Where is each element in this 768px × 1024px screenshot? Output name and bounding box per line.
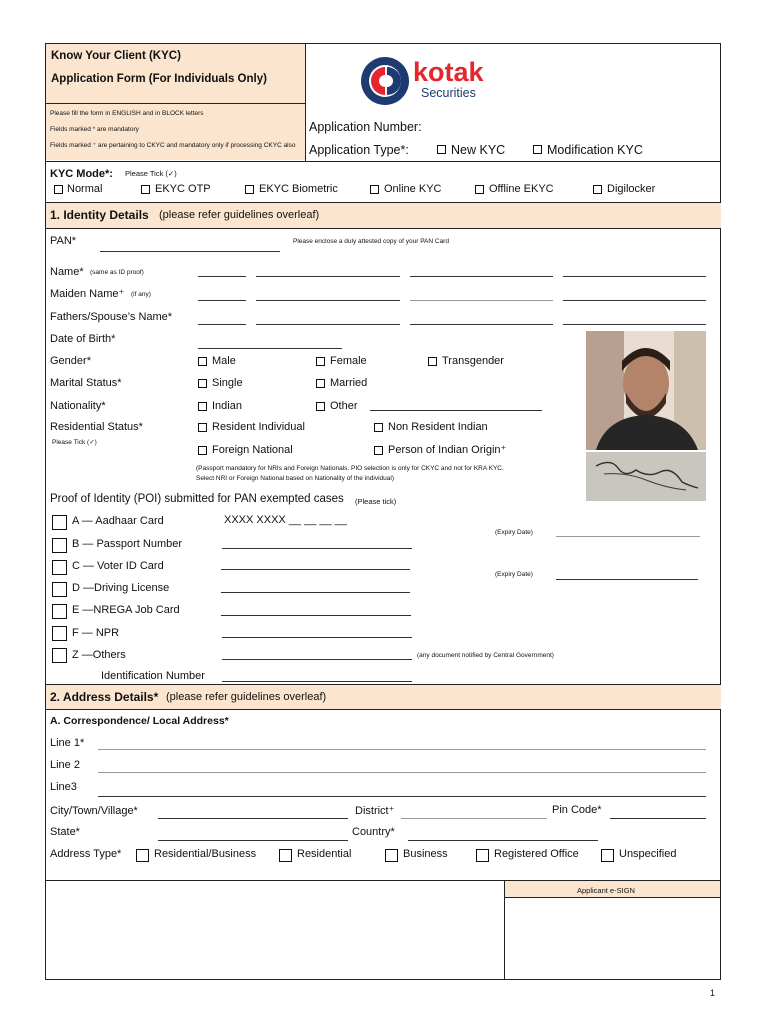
poi-npr-label: F — NPR	[72, 627, 120, 639]
poi-aadhaar-label: A — Aadhaar Card	[72, 515, 164, 527]
poi-voter-id-label: C — Voter ID Card	[72, 560, 164, 572]
gender-transgender-label: Transgender	[442, 355, 504, 367]
pan-field[interactable]	[100, 251, 280, 252]
marital-married-checkbox[interactable]	[316, 379, 325, 388]
state-field[interactable]	[158, 840, 348, 841]
form-subtitle: Application Form (For Individuals Only)	[51, 73, 267, 85]
kyc-mode-ekyc-biometric-label: EKYC Biometric	[259, 183, 338, 195]
non-resident-indian-checkbox[interactable]	[374, 423, 383, 432]
application-number-label: Application Number:	[309, 120, 422, 134]
kyc-mode-digilocker-checkbox[interactable]	[593, 185, 602, 194]
address-type-registered-office-checkbox[interactable]	[476, 849, 489, 862]
passport-note-1: (Passport mandatory for NRIs and Foreign Nationals. PIO selection is only for CKYC and not for KRA KYC.	[196, 465, 504, 472]
marital-status-label: Marital Status*	[50, 377, 122, 389]
kyc-mode-hint: Please Tick (✓)	[125, 169, 177, 178]
passport-expiry-label: (Expiry Date)	[495, 529, 533, 536]
marital-single-label: Single	[212, 377, 243, 389]
kyc-mode-ekyc-biometric-checkbox[interactable]	[245, 185, 254, 194]
kyc-mode-label: KYC Mode*:	[50, 168, 113, 180]
gender-label: Gender*	[50, 355, 91, 367]
others-note: (any document notified by Central Government)	[417, 652, 554, 659]
country-label: Country*	[352, 826, 395, 838]
section2-subtitle: (please refer guidelines overleaf)	[166, 691, 327, 703]
father-spouse-label: Fathers/Spouse’s Name*	[50, 311, 173, 323]
esign-label: Applicant e-SIGN	[577, 886, 635, 895]
address-type-business-label: Business	[403, 848, 448, 860]
pan-label: PAN*	[50, 235, 77, 247]
non-resident-indian-label: Non Resident Indian	[388, 421, 488, 433]
address-type-business-checkbox[interactable]	[385, 849, 398, 862]
father-first-field[interactable]	[256, 324, 400, 325]
page-number: 1	[710, 988, 716, 998]
foreign-national-checkbox[interactable]	[198, 446, 207, 455]
name-last-field[interactable]	[563, 276, 706, 277]
dl-expiry-label: (Expiry Date)	[495, 571, 533, 578]
marital-single-checkbox[interactable]	[198, 379, 207, 388]
kyc-mode-online-kyc-label: Online KYC	[384, 183, 442, 195]
address-type-residential-business-checkbox[interactable]	[136, 849, 149, 862]
address-type-unspecified-label: Unspecified	[619, 848, 677, 860]
kyc-mode-digilocker-label: Digilocker	[607, 183, 656, 195]
line3-label: Line3	[50, 781, 77, 793]
nationality-other-label: Other	[330, 400, 358, 412]
name-title-field[interactable]	[198, 276, 246, 277]
kyc-mode-ekyc-otp-label: EKYC OTP	[155, 183, 211, 195]
pin-code-label: Pin Code*	[552, 804, 602, 816]
address-type-residential-checkbox[interactable]	[279, 849, 292, 862]
poi-nrega-label: E —NREGA Job Card	[72, 604, 180, 616]
pan-note: Please enclose a duly attested copy of your PAN Card	[293, 238, 449, 245]
dl-expiry-field[interactable]	[556, 579, 698, 580]
dob-field[interactable]	[198, 348, 342, 349]
logo-sub: Securities	[421, 86, 476, 100]
name-label: Name*	[50, 266, 84, 278]
maiden-title-field[interactable]	[198, 300, 246, 301]
applicant-photo	[586, 331, 706, 450]
new-kyc-checkbox[interactable]	[437, 145, 446, 154]
resident-individual-label: Resident Individual	[212, 421, 305, 433]
resident-individual-checkbox[interactable]	[198, 423, 207, 432]
passport-number-field[interactable]	[222, 548, 412, 549]
nationality-other-checkbox[interactable]	[316, 402, 325, 411]
logo-brand: kotak	[413, 57, 484, 87]
line1-label: Line 1*	[50, 737, 85, 749]
nrega-field[interactable]	[221, 615, 411, 616]
others-field[interactable]	[222, 659, 412, 660]
poi-npr-checkbox[interactable]	[52, 626, 67, 641]
applicant-signature-image	[586, 452, 706, 501]
poi-voter-id-checkbox[interactable]	[52, 560, 67, 575]
pio-label: Person of Indian Origin⁺	[388, 444, 507, 456]
gender-male-label: Male	[212, 355, 236, 367]
correspondence-label: A. Correspondence/ Local Address*	[50, 715, 229, 727]
nationality-indian-checkbox[interactable]	[198, 402, 207, 411]
city-field[interactable]	[158, 818, 348, 819]
kyc-mode-online-kyc-checkbox[interactable]	[370, 185, 379, 194]
poi-nrega-checkbox[interactable]	[52, 604, 67, 619]
foreign-national-label: Foreign National	[212, 444, 293, 456]
section1-title: 1. Identity Details	[50, 208, 149, 222]
name-first-field[interactable]	[256, 276, 400, 277]
kotak-logo-icon	[360, 56, 410, 106]
poi-driving-license-label: D —Driving License	[72, 582, 170, 594]
gender-female-label: Female	[330, 355, 367, 367]
section1-subtitle: (please refer guidelines overleaf)	[159, 209, 320, 221]
name-middle-field[interactable]	[410, 276, 553, 277]
note-2: Fields marked * are mandatory	[50, 126, 139, 133]
maiden-first-field[interactable]	[256, 300, 400, 301]
form-title: Know Your Client (KYC)	[51, 50, 181, 62]
driving-license-field[interactable]	[221, 592, 410, 593]
poi-passport-label: B — Passport Number	[72, 538, 183, 550]
residential-status-hint: Please Tick (✓)	[52, 439, 97, 446]
passport-note-2: Select NRI or Foreign National based on Nationality of the individual)	[196, 475, 394, 482]
name-hint: (same as ID proof)	[90, 269, 144, 276]
passport-expiry-field[interactable]	[556, 536, 700, 537]
pio-checkbox[interactable]	[374, 446, 383, 455]
nationality-indian-label: Indian	[212, 400, 242, 412]
address-line1-field[interactable]	[98, 749, 706, 750]
kyc-mode-normal-label: Normal	[67, 183, 103, 195]
district-field[interactable]	[401, 818, 547, 819]
kyc-mode-offline-ekyc-label: Offline EKYC	[489, 183, 554, 195]
father-middle-field[interactable]	[410, 324, 553, 325]
poi-driving-license-checkbox[interactable]	[52, 582, 67, 597]
nationality-label: Nationality*	[50, 400, 106, 412]
new-kyc-label: New KYC	[451, 143, 506, 157]
father-title-field[interactable]	[198, 324, 246, 325]
maiden-middle-field[interactable]	[410, 300, 553, 301]
pin-code-field[interactable]	[610, 818, 706, 819]
gender-transgender-checkbox[interactable]	[428, 357, 437, 366]
address-type-residential-label: Residential	[297, 848, 352, 860]
address-line3-field[interactable]	[98, 796, 706, 797]
marital-married-label: Married	[330, 377, 368, 389]
kyc-mode-ekyc-otp-checkbox[interactable]	[141, 185, 150, 194]
nationality-other-field[interactable]	[370, 410, 542, 411]
state-label: State*	[50, 826, 80, 838]
address-type-residential-business-label: Residential/Business	[154, 848, 257, 860]
section2-title: 2. Address Details*	[50, 690, 159, 704]
address-line2-field[interactable]	[98, 772, 706, 773]
city-label: City/Town/Village*	[50, 805, 138, 817]
district-label: District⁺	[355, 805, 395, 817]
address-type-unspecified-checkbox[interactable]	[601, 849, 614, 862]
kyc-mode-offline-ekyc-checkbox[interactable]	[475, 185, 484, 194]
poi-others-label: Z —Others	[72, 649, 126, 661]
address-type-registered-office-label: Registered Office	[494, 848, 579, 860]
modification-kyc-label: Modification KYC	[547, 143, 643, 157]
residential-status-label: Residential Status*	[50, 421, 143, 433]
note-3: Fields marked ⁺ are pertaining to CKYC and mandatory only if processing CKYC also	[50, 142, 296, 149]
maiden-name-label: Maiden Name⁺	[50, 288, 125, 300]
gender-female-checkbox[interactable]	[316, 357, 325, 366]
npr-field[interactable]	[222, 637, 412, 638]
esign-area[interactable]	[505, 898, 720, 979]
modification-kyc-checkbox[interactable]	[533, 145, 542, 154]
application-type-label: Application Type*:	[309, 143, 409, 157]
father-last-field[interactable]	[563, 324, 706, 325]
note-1: Please fill the form in ENGLISH and in BLOCK letters	[50, 110, 204, 117]
poi-label: Proof of Identity (POI) submitted for PAN exempted cases	[50, 493, 344, 505]
poi-aadhaar-checkbox[interactable]	[52, 515, 67, 530]
voter-id-field[interactable]	[221, 569, 410, 570]
poi-others-checkbox[interactable]	[52, 648, 67, 663]
gender-male-checkbox[interactable]	[198, 357, 207, 366]
maiden-name-hint: (if any)	[131, 291, 151, 298]
address-type-label: Address Type*	[50, 848, 122, 860]
aadhaar-mask: XXXX XXXX __ __ __ __	[224, 514, 347, 526]
poi-hint: (Please tick)	[355, 497, 397, 506]
poi-passport-checkbox[interactable]	[52, 538, 67, 553]
country-field[interactable]	[408, 840, 598, 841]
identification-number-field[interactable]	[222, 681, 412, 682]
kyc-mode-normal-checkbox[interactable]	[54, 185, 63, 194]
dob-label: Date of Birth*	[50, 333, 116, 345]
line2-label: Line 2	[50, 759, 80, 771]
identification-number-label: Identification Number	[101, 670, 205, 682]
maiden-last-field[interactable]	[563, 300, 706, 301]
